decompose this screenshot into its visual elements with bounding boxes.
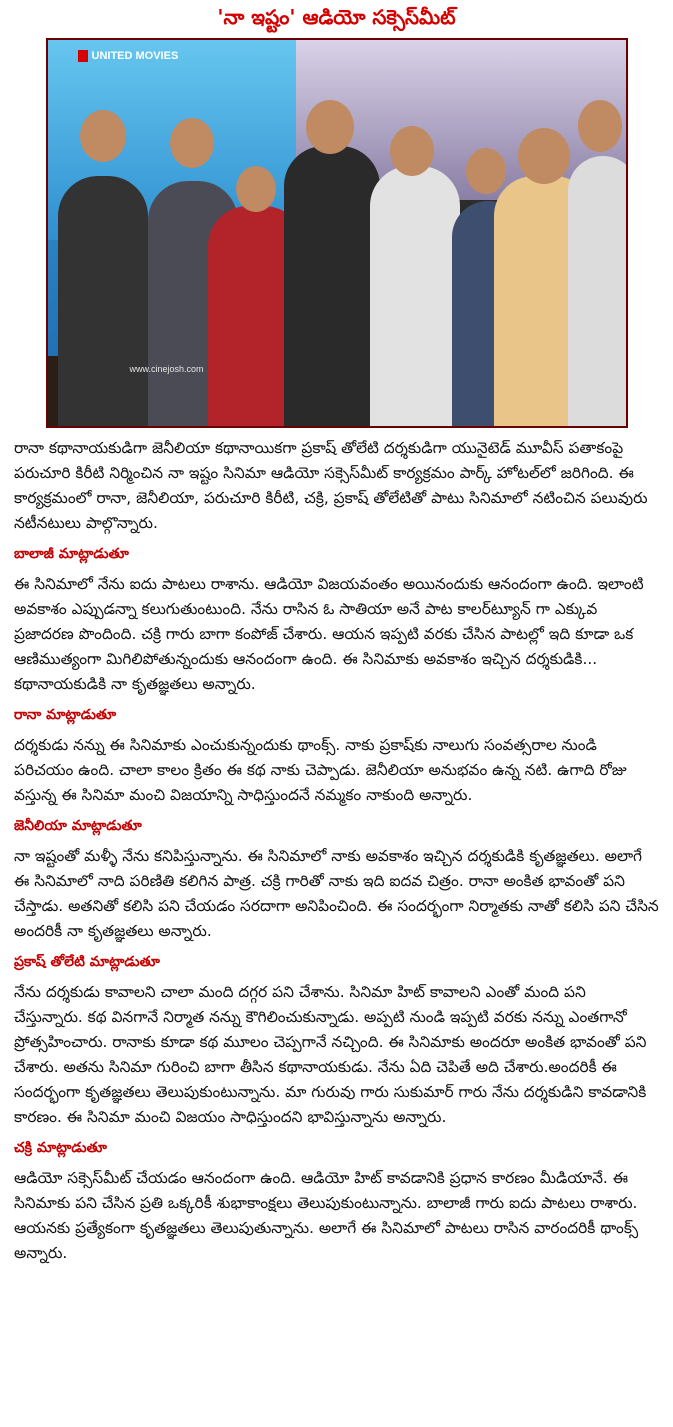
speaker-section [14, 1137, 659, 1266]
united-movies-logo [78, 50, 179, 62]
section-body: నేను దర్శకుడు కావాలని చాలా మంది దగ్గర పని చేశాను. సినిమా హిట్ కావాలని ఎంతో మంది పని చేస్తున్నారు. కథ వినగానే నిర్మాత నన్ను కౌగిలించుకున్నాడు. అప్పటి నుండి ఇప్పటి వరకు నన్ను ఎంతగానో ప్రోత్సహించారు. రానాకు కూడా కథ మూలం చెప్పగానే నచ్చింది. ఈ సినిమాకు అందరూ అంకిత భావంతో పని చేశారు. అతను సినిమా గురించి బాగా తీసిన కథానాయకుడు. నేను ఏది చెపితే అది చేశారు.అందరికీ ఈ సందర్భంగా కృతజ్ఞతలు తెలుపుకుంటున్నాను. మా గురువు గారు సుకుమార్ గారు నేను దర్శకుడిని కావడానికి కారణం. ఈ సినిమా మంచి విజయం సాధిస్తుందని భావిస్తున్నాను అన్నారు. [14, 983, 647, 1126]
person-figure [568, 156, 628, 426]
speaker-section [14, 704, 659, 808]
section-body: దర్శకుడు నన్ను ఈ సినిమాకు ఎంచుకున్నందుకు థాంక్స్. నాకు ప్రకాష్‌కు నాలుగు సంవత్సరాల నుండి పరిచయం ఉంది. చాలా కాలం క్రితం ఈ కథ నాకు చెప్పాడు. జెనీలియా అనుభవం ఉన్న నటి. ఉగాది రోజు వస్తున్న ఈ సినిమా మంచి విజయాన్ని సాధిస్తుందనే నమ్మకం నాకుంది అన్నారు. [14, 736, 627, 804]
event-photo [46, 38, 628, 428]
article-title: 'నా ఇష్టం' ఆడియో సక్సెస్‌మీట్ [217, 5, 456, 29]
person-head [236, 166, 276, 212]
speaker-section [14, 543, 659, 697]
person-figure [370, 166, 460, 426]
person-head [390, 126, 434, 176]
person-head [518, 128, 570, 184]
intro-paragraph: రానా కథానాయకుడిగా జెనీలియా కథానాయికగా ప్రకాష్ తోలేటి దర్శకుడిగా యునైటెడ్ మూవీస్ పతాకంపై పరుచూరి కిరీటి నిర్మించిన నా ఇష్టం సినిమా ఆడియో సక్సెస్‌మీట్ కార్యక్రమం పార్క్ హోటల్‌లో జరిగింది. ఈ కార్యక్రమంలో రానా, జెనీలియా, పరుచూరి కిరీటి, చక్రి, ప్రకాష్ తోలేటితో పాటు సినిమాలో నటించిన పలువురు నటీనటులు పాల్గొన్నారు. [14, 439, 648, 532]
logo-mark-icon [78, 50, 88, 62]
person-head [466, 148, 506, 194]
speaker-section [14, 815, 659, 944]
section-body: ఆడియో సక్సెస్‌మీట్ చేయడం ఆనందంగా ఉంది. ఆడియో హిట్ కావడానికి ప్రధాన కారణం మీడియానే. ఈ సినిమాకు పని చేసిన ప్రతి ఒక్కరికీ శుభాకాంక్షలు తెలుపుకుంటున్నాను. బాలాజీ గారు ఐదు పాటలు రాశారు. ఆయనకు ప్రత్యేకంగా కృతజ్ఞతలు తెలుపుతున్నాను. అలాగే ఈ సినిమాలో పాటలు రాసిన వారందరికీ థాంక్స్ అన్నారు. [14, 1169, 639, 1262]
person-head [578, 100, 622, 152]
speaker-section [14, 951, 659, 1130]
section-body: ఈ సినిమాలో నేను ఐదు పాటలు రాశాను. ఆడియో విజయవంతం అయినందుకు ఆనందంగా ఉంది. ఇలాంటి అవకాశం ఎప్పుడన్నా కలుగుతుంటుంది. నేను రాసిన ఓ సాతియా అనే పాట కాలర్‌ట్యూన్ గా ఎక్కువ ప్రజాదరణ పొందింది. చక్రి గారు బాగా కంపోజ్ చేశారు. ఆయన ఇప్పటి వరకు చేసిన పాటల్లో ఇది కూడా ఒక ఆణిముత్యంగా మిగిలిపోతున్నందుకు ఆనందంగా ఉంది. ఈ సినిమాకు అవకాశం ఇచ్చిన దర్శకుడికి... కథానాయకుడికి నా కృతజ్ఞతలు అన్నారు. [14, 575, 644, 693]
section-heading: ప్రకాష్ తోలేటి మాట్లాడుతూ [14, 954, 160, 970]
section-heading: రానా మాట్లాడుతూ [14, 707, 117, 723]
section-heading: చక్రి మాట్లాడుతూ [14, 1140, 107, 1156]
person-figure [58, 176, 148, 426]
logo-text: UNITED MOVIES [91, 50, 179, 62]
section-heading: బాలాజీ మాట్లాడుతూ [14, 546, 129, 562]
person-head [170, 118, 214, 168]
person-figure [284, 146, 380, 426]
section-body: నా ఇష్టంతో మళ్ళీ నేను కనిపిస్తున్నాను. ఈ సినిమాలో నాకు అవకాశం ఇచ్చిన దర్శకుడికి కృతజ్ఞతలు. అలాగే ఈ సినిమాలో నాది పరిణితి కలిగిన పాత్ర. చక్రి గారితో నాకు ఇది ఐదవ చిత్రం. రానా అంకిత భావంతో పని చేస్తాడు. అతనితో కలిసి పని చేయడం సరదాగా అనిపించింది. ఈ సందర్భంగా నిర్మాతకు నాతో కలిసి పని చేసిన అందరికీ నా కృతజ్ఞతలు అన్నారు. [14, 847, 659, 940]
person-head [80, 110, 126, 162]
person-head [306, 100, 354, 154]
section-heading: జెనీలియా మాట్లాడుతూ [14, 818, 142, 834]
photo-watermark: www.cinejosh.com [129, 364, 204, 374]
